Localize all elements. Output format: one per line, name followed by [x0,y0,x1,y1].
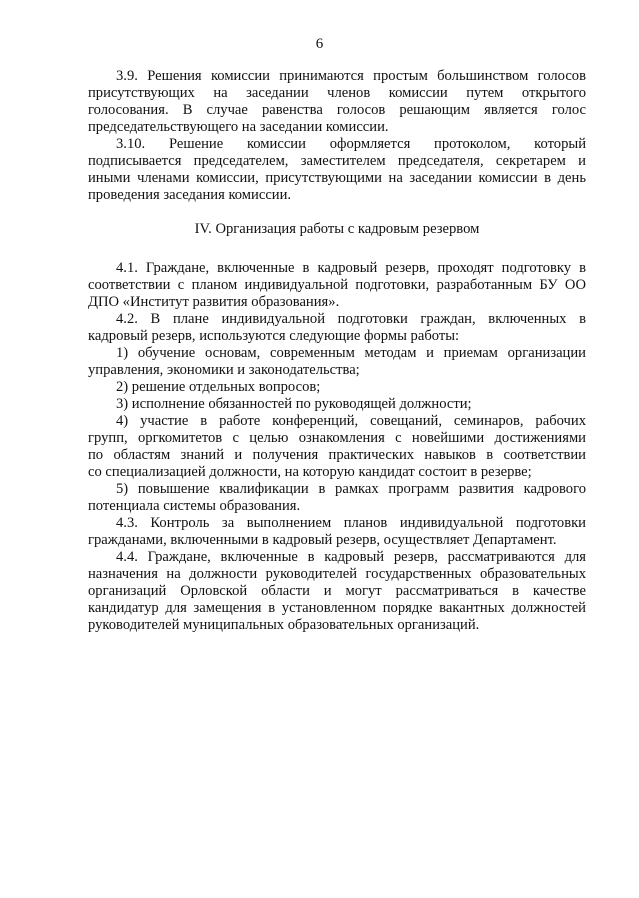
text-line: 3.10. Решение комиссии оформляется протоколом, который [116,136,586,152]
text-line: соответствии с планом индивидуальной подготовки, разработанным БУ ОО [88,277,586,293]
page-number: 6 [315,36,324,52]
text-line: руководителей муниципальных образовательных организаций. [88,617,480,633]
list-item: 1) обучение основам, современным методам и приемам организации [116,345,586,361]
text-line: со специализацией должности, на которую кандидат состоит в резерве; [88,464,532,480]
text-line: назначения на должности руководителей государственных образовательных [88,566,586,582]
text-line: кандидатур для замещения в установленном порядке вакантных должностей [88,600,586,616]
text-line: кадровый резерв, используются следующие формы работы: [88,328,460,344]
text-line: 4.4. Граждане, включенные в кадровый резерв, рассматриваются для [116,549,586,565]
text-line: председательствующего на заседании комиссии. [88,119,389,135]
list-item: 3) исполнение обязанностей по руководящей должности; [116,396,472,412]
text-line: подписывается председателем, заместителем председателя, секретарем и [88,153,586,169]
text-line: организаций Орловской области и могут рассматриваться в качестве [88,583,586,599]
text-line: потенциала системы образования. [88,498,301,514]
list-item: 4) участие в работе конференций, совещаний, семинаров, рабочих [116,413,586,429]
text-line: ДПО «Институт развития образования». [88,294,340,310]
text-line: 4.3. Контроль за выполнением планов индивидуальной подготовки [116,515,586,531]
text-line: проведения заседания комиссии. [88,187,292,203]
text-line: гражданами, включенными в кадровый резерв, осуществляет Департамент. [88,532,557,548]
section-heading: IV. Организация работы с кадровым резервом [194,221,480,237]
text-line: присутствующих на заседании членов комиссии путем открытого [88,85,586,101]
text-line: 3.9. Решения комиссии принимаются простым большинством голосов [116,68,586,84]
text-line: управления, экономики и законодательства; [88,362,360,378]
list-item: 2) решение отдельных вопросов; [116,379,321,395]
text-line: по областям знаний и получения практических навыков в соответствии [88,447,586,463]
text-line: 4.2. В плане индивидуальной подготовки граждан, включенных в [116,311,586,327]
text-line: 4.1. Граждане, включенные в кадровый резерв, проходят подготовку в [116,260,586,276]
text-line: иными членами комиссии, присутствующими на заседании комиссии в день [88,170,586,186]
list-item: 5) повышение квалификации в рамках программ развития кадрового [116,481,586,497]
text-line: голосования. В случае равенства голосов решающим является голос [88,102,586,118]
text-line: групп, оргкомитетов с целью ознакомления с новейшими достижениями [88,430,586,446]
